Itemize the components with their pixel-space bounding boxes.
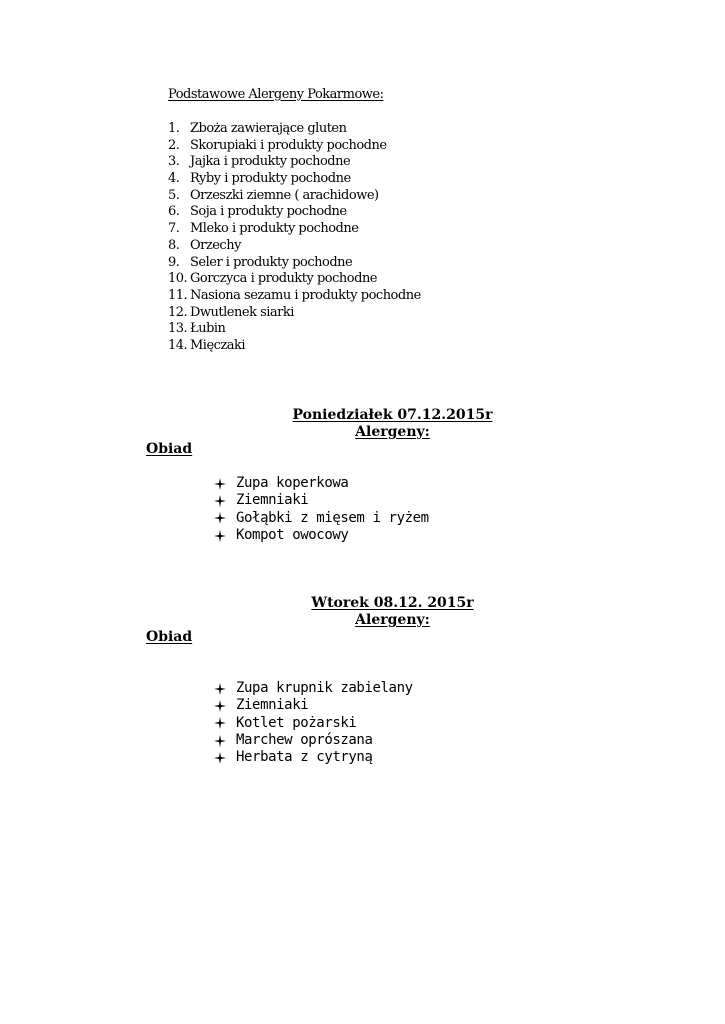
- allergen-item: [168, 321, 421, 338]
- menu-item-label: Marchew oprószana: [236, 731, 373, 748]
- meal-label: Obiad: [146, 629, 193, 645]
- menu-item-label: Zupa krupnik zabielany: [236, 680, 413, 696]
- allergen-name: Nasiona sezamu i produkty pochodne: [190, 287, 421, 303]
- allergen-number: 14.: [168, 337, 188, 353]
- allergen-item: [168, 288, 421, 305]
- menu-item: [214, 697, 413, 714]
- allergen-item: [168, 171, 421, 188]
- allergen-name: Gorczyca i produkty pochodne: [190, 271, 378, 287]
- allergen-item: [168, 121, 421, 138]
- allergen-item: [168, 188, 421, 205]
- allergen-item: [168, 154, 421, 171]
- allergen-number: 7.: [168, 221, 180, 237]
- day-title: Wtorek 08.12. 2015r: [311, 595, 474, 611]
- allergen-number: 1.: [168, 121, 180, 136]
- menu-item-label: Kompot owocowy: [236, 526, 349, 543]
- allergen-number: 11.: [168, 287, 188, 303]
- menu-item: [214, 475, 429, 492]
- allergen-number: 8.: [168, 237, 180, 253]
- allergen-name: Zboża zawierające gluten: [190, 121, 347, 136]
- allergen-name: Dwutlenek siarki: [190, 304, 294, 320]
- menu-item-label: Herbata z cytryną: [236, 749, 373, 766]
- allergen-number: 2.: [168, 137, 180, 153]
- menu-item: [214, 492, 429, 509]
- day-title: Poniedziałek 07.12.2015r: [292, 407, 493, 423]
- menu-item-label: Zupa koperkowa: [236, 475, 349, 491]
- menu-list: [214, 475, 429, 544]
- meal-label: Obiad: [146, 441, 193, 457]
- allergen-item: [168, 238, 421, 255]
- allergen-item: [168, 204, 421, 221]
- allergen-name: Seler i produkty pochodne: [190, 254, 353, 270]
- menu-list: [214, 680, 413, 766]
- allergen-item: [168, 221, 421, 238]
- allergen-name: Ryby i produkty pochodne: [190, 171, 351, 187]
- allergens-heading: Alergeny:: [355, 424, 430, 440]
- diamond-bullet-icon: [214, 530, 226, 542]
- allergen-number: 4.: [168, 171, 180, 187]
- allergen-name: Jajka i produkty pochodne: [190, 154, 351, 170]
- menu-item: [214, 749, 413, 766]
- allergen-number: 13.: [168, 321, 188, 337]
- menu-item: [214, 680, 413, 697]
- allergen-item: [168, 305, 421, 322]
- menu-item-label: Ziemniaki: [236, 492, 309, 509]
- diamond-bullet-icon: [214, 752, 226, 764]
- allergens-heading: Alergeny:: [355, 612, 430, 628]
- allergen-item: [168, 138, 421, 155]
- allergen-number: 3.: [168, 154, 180, 170]
- menu-item: [214, 527, 429, 544]
- allergen-name: Skorupiaki i produkty pochodne: [190, 137, 387, 153]
- allergen-name: Orzechy: [190, 237, 241, 253]
- allergen-item: [168, 255, 421, 272]
- menu-item: [214, 732, 413, 749]
- allergen-name: Soja i produkty pochodne: [190, 204, 347, 220]
- allergen-list-title: Podstawowe Alergeny Pokarmowe:: [168, 87, 384, 102]
- menu-item: [214, 510, 429, 527]
- diamond-bullet-icon: [214, 495, 226, 507]
- allergen-list: [168, 121, 421, 355]
- menu-item: [214, 715, 413, 732]
- diamond-bullet-icon: [214, 512, 226, 524]
- allergen-name: Orzeszki ziemne ( arachidowe): [190, 187, 379, 203]
- allergen-name: Mięczaki: [190, 337, 246, 353]
- allergen-number: 10.: [168, 271, 188, 287]
- diamond-bullet-icon: [214, 735, 226, 747]
- allergen-number: 5.: [168, 187, 180, 203]
- allergen-number: 6.: [168, 204, 180, 220]
- allergen-item: [168, 271, 421, 288]
- menu-item-label: Kotlet pożarski: [236, 714, 357, 731]
- diamond-bullet-icon: [214, 717, 226, 729]
- menu-item-label: Ziemniaki: [236, 697, 309, 714]
- diamond-bullet-icon: [214, 478, 226, 490]
- allergen-item: [168, 338, 421, 355]
- allergen-number: 12.: [168, 304, 188, 320]
- allergen-number: 9.: [168, 254, 180, 270]
- menu-item-label: Gołąbki z mięsem i ryżem: [236, 509, 429, 526]
- diamond-bullet-icon: [214, 700, 226, 712]
- allergen-name: Mleko i produkty pochodne: [190, 221, 359, 237]
- allergen-name: Łubin: [190, 321, 226, 337]
- diamond-bullet-icon: [214, 683, 226, 695]
